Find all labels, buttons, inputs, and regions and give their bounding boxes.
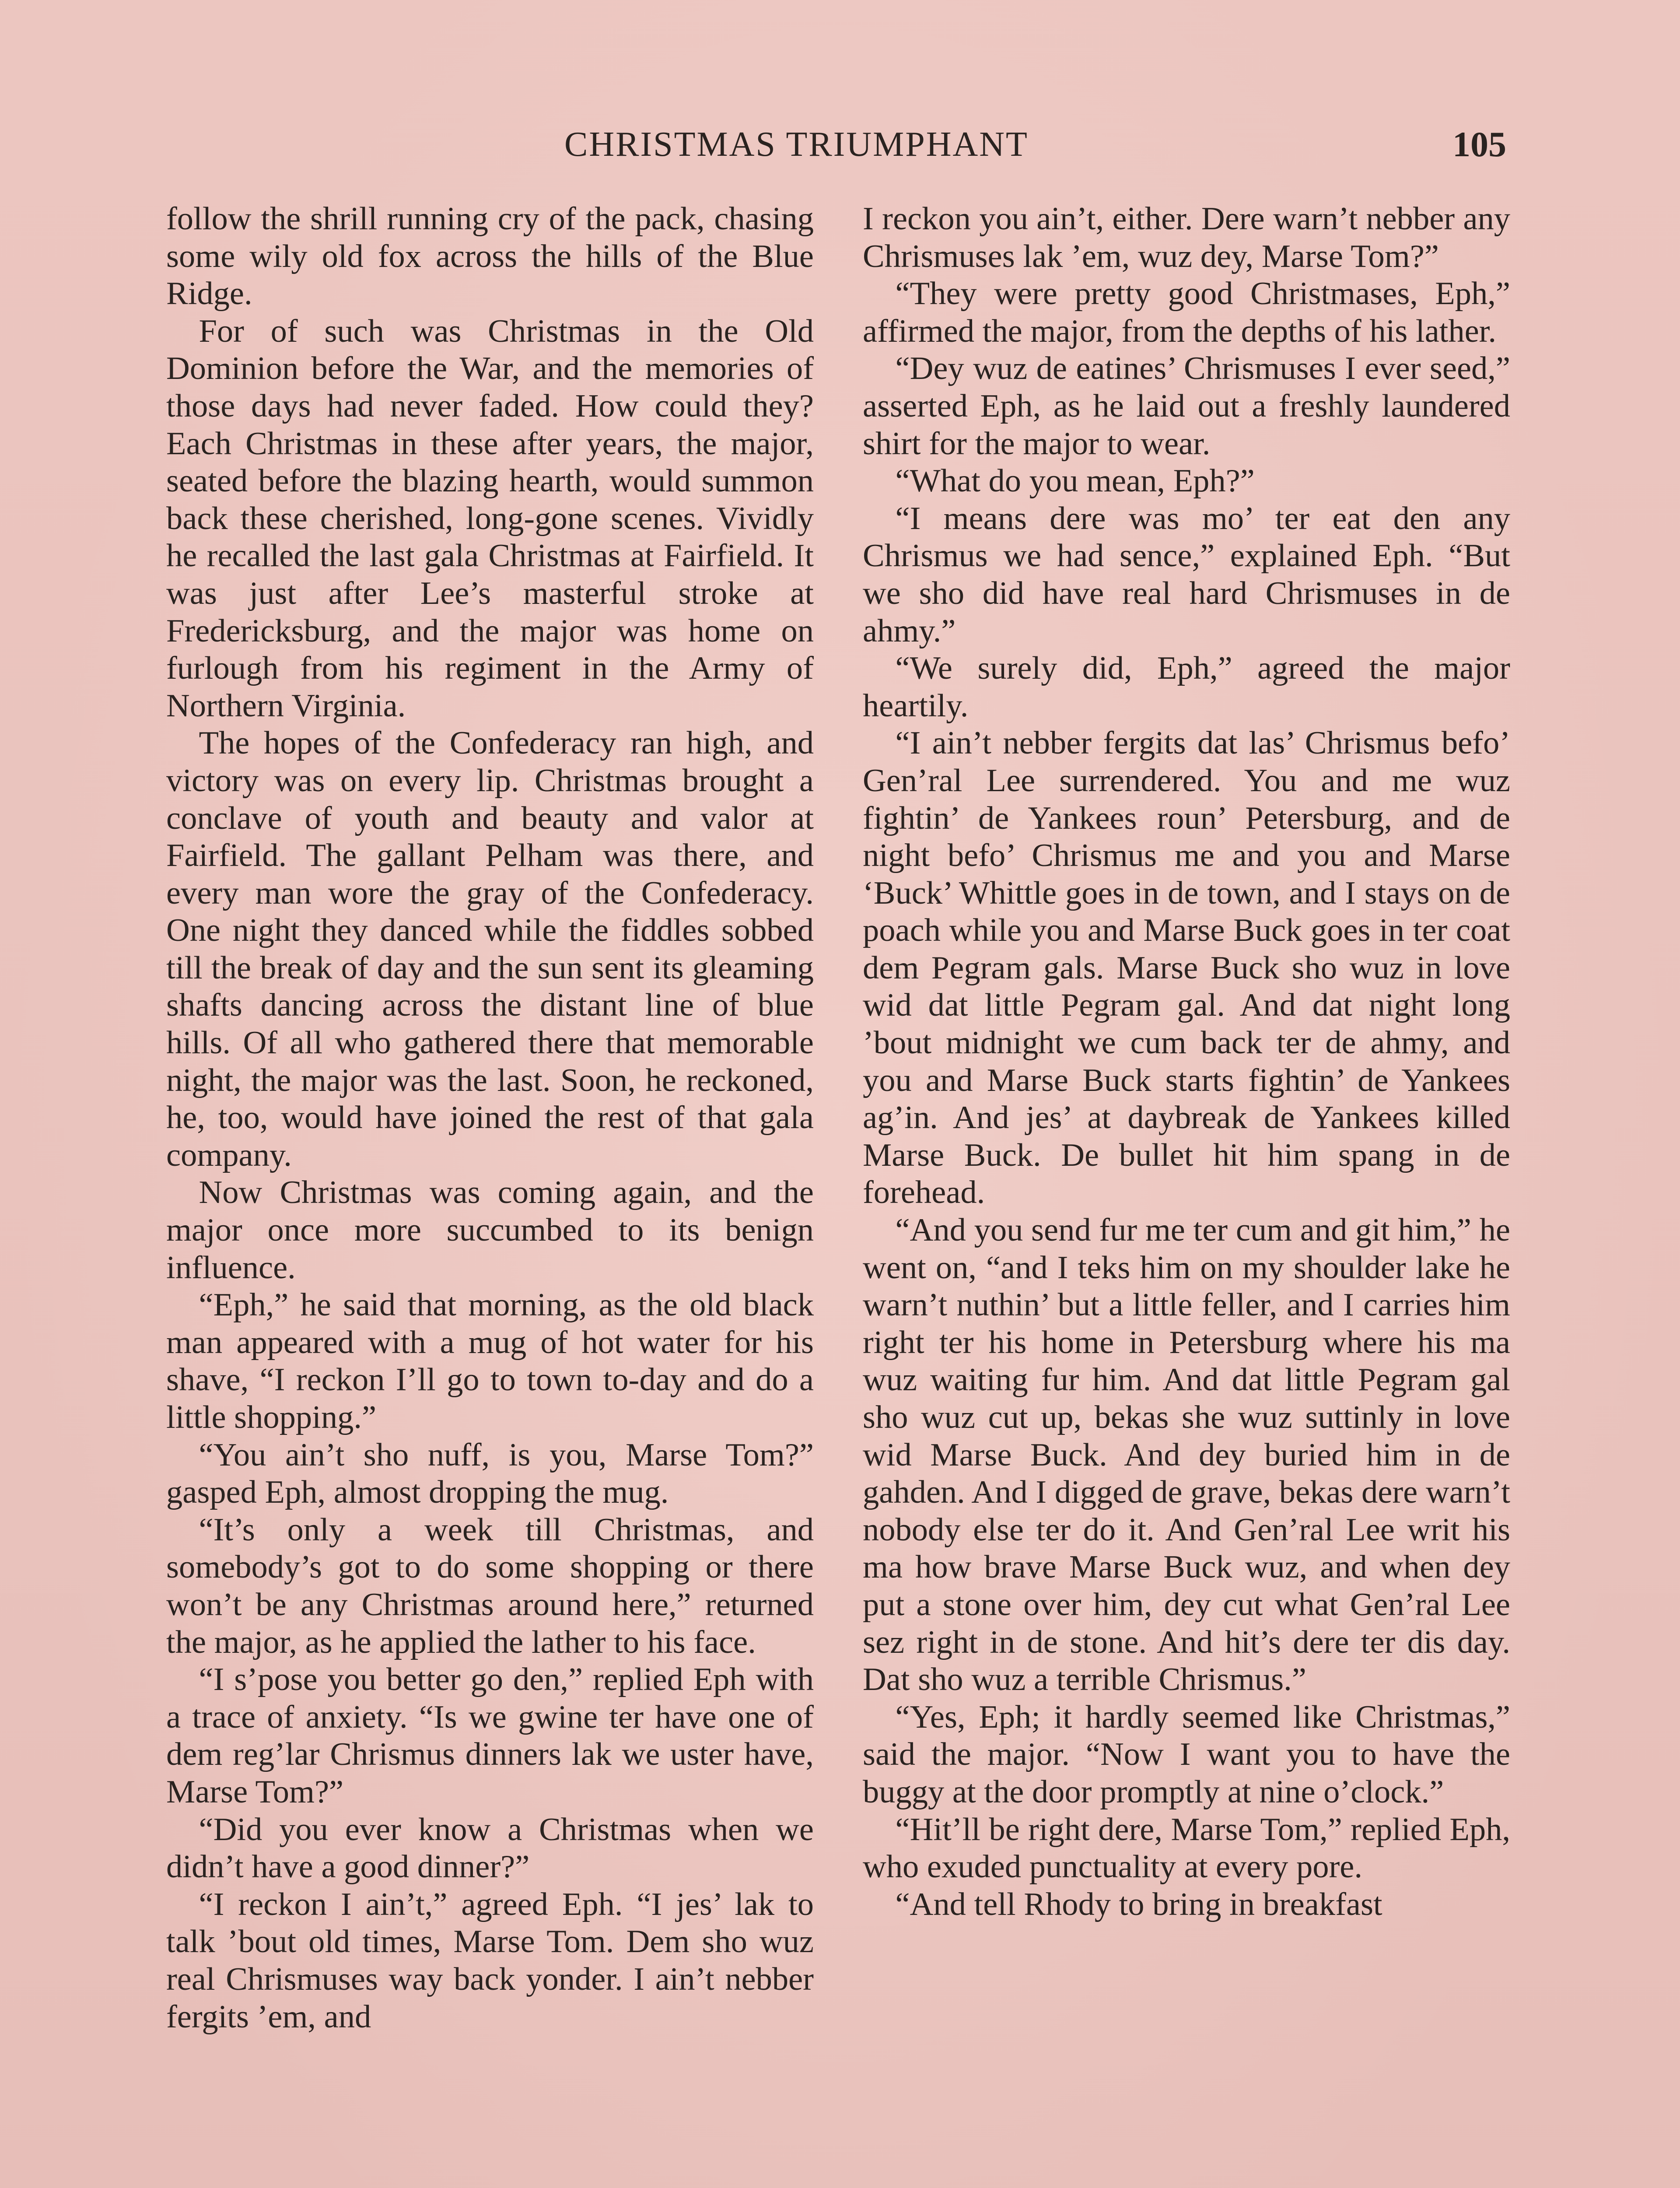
running-head-title: CHRISTMAS TRIUMPHANT	[564, 125, 1029, 164]
paragraph: Now Christmas was coming again, and the major once more succumbed to its benign influence.	[166, 1175, 814, 1286]
paragraph: For of such was Christmas in the Old Dominion before the War, and the memories of those days had never faded. How could they? Each Christmas in these after years, the major, seated before the blazing hearth, would summon back these cherished, long-gone scenes. Vividly he recalled the last gala Christmas at Fairfield. It was just after Lee’s masterful stroke at Fredericksburg, and the major was home on furlough from his regiment in the Army of Northern Virginia.	[166, 313, 814, 724]
paragraph: “They were pretty good Christmases, Eph,” affirmed the major, from the depths of his lather.	[863, 276, 1510, 349]
paragraph: I reckon you ain’t, either. Dere warn’t nebber any Chrismuses lak ’em, wuz dey, Marse Tom?”	[863, 201, 1510, 274]
page-number: 105	[1452, 124, 1506, 164]
paragraph: “What do you mean, Eph?”	[895, 463, 1255, 499]
paragraph: “I reckon I ain’t,” agreed Eph. “I jes’ lak to talk ’bout old times, Marse Tom. Dem sho wuz real Chrismuses way back yonder. I ain’t nebber fergits ’em, and	[166, 1886, 814, 2035]
paragraph: “Yes, Eph; it hardly seemed like Christmas,” said the major. “Now I want you to have the buggy at the door promptly at nine o’clock.”	[863, 1699, 1510, 1810]
paragraph: “We surely did, Eph,” agreed the major heartily.	[863, 650, 1510, 724]
paragraph: “Eph,” he said that morning, as the old black man appeared with a mug of hot water for his shave, “I reckon I’ll go to town to-day and do a little shopping.”	[166, 1287, 814, 1435]
paragraph: “I means dere was mo’ ter eat den any Chrismus we had sence,” explained Eph. “But we sho did have real hard Chrismuses in de ahmy.”	[863, 500, 1510, 649]
paragraph: “You ain’t sho nuff, is you, Marse Tom?” gasped Eph, almost dropping the mug.	[166, 1437, 814, 1511]
paragraph: The hopes of the Confederacy ran high, and victory was on every lip. Christmas brought a conclave of youth and beauty and valor at Fairfield. The gallant Pelham was there, and every man wore the gray of the Confederacy. One night they danced while the fiddles sobbed till the break of day and the sun sent its gleaming shafts dancing across the distant line of blue hills. Of all who gathered there that memorable night, the major was the last. Soon, he reckoned, he, too, would have joined the rest of that gala company.	[166, 725, 814, 1173]
paragraph: “I ain’t nebber fergits dat las’ Chrismus befo’ Gen’ral Lee surrendered. You and me wuz fightin’ de Yankees roun’ Petersburg, and de night befo’ Chrismus me and you and Marse ‘Buck’ Whittle goes in de town, and I stays on de poach while you and Marse Buck goes in ter coat dem Pegram gals. Marse Buck sho wuz in love wid dat little Pegram gal. And dat night long ’bout midnight we cum back ter de ahmy, and you and Marse Buck starts fightin’ de Yankees ag’in. And jes’ at daybreak de Yankees killed Marse Buck. De bullet hit him spang in de forehead.	[863, 725, 1510, 1211]
paragraph: follow the shrill running cry of the pack, chasing some wily old fox across the hills of the Blue Ridge.	[166, 201, 814, 312]
paragraph: “And tell Rhody to bring in breakfast	[895, 1886, 1382, 1922]
paragraph: “Dey wuz de eatines’ Chrismuses I ever seed,” asserted Eph, as he laid out a freshly laundered shirt for the major to wear.	[863, 351, 1510, 462]
paragraph: “I s’pose you better go den,” replied Eph with a trace of anxiety. “Is we gwine ter have one of dem reg’lar Chrismus dinners lak we uster have, Marse Tom?”	[166, 1662, 814, 1810]
text-column-left	[166, 200, 814, 2188]
paragraph: “And you send fur me ter cum and git him,” he went on, “and I teks him on my shoulder lake he warn’t nuthin’ but a little feller, and I carries him right ter his home in Petersburg where his ma wuz waiting fur him. And dat little Pegram gal sho wuz cut up, bekas she wuz suttinly in love wid Marse Buck. And dey buried him in de gahden. And I digged de grave, bekas dere warn’t nobody else ter do it. And Gen’ral Lee writ his ma how brave Marse Buck wuz, and when dey put a stone over him, dey cut what Gen’ral Lee sez right in de stone. And hit’s dere ter dis day. Dat sho wuz a terrible Chrismus.”	[863, 1212, 1510, 1698]
paragraph: “Did you ever know a Christmas when we didn’t have a good dinner?”	[166, 1811, 814, 1885]
text-column-right	[863, 200, 1510, 2188]
paragraph: “Hit’ll be right dere, Marse Tom,” replied Eph, who exuded punctuality at every pore.	[863, 1811, 1510, 1885]
paragraph: “It’s only a week till Christmas, and somebody’s got to do some shopping or there won’t be any Christmas around here,” returned the major, as he applied the lather to his face.	[166, 1511, 814, 1660]
